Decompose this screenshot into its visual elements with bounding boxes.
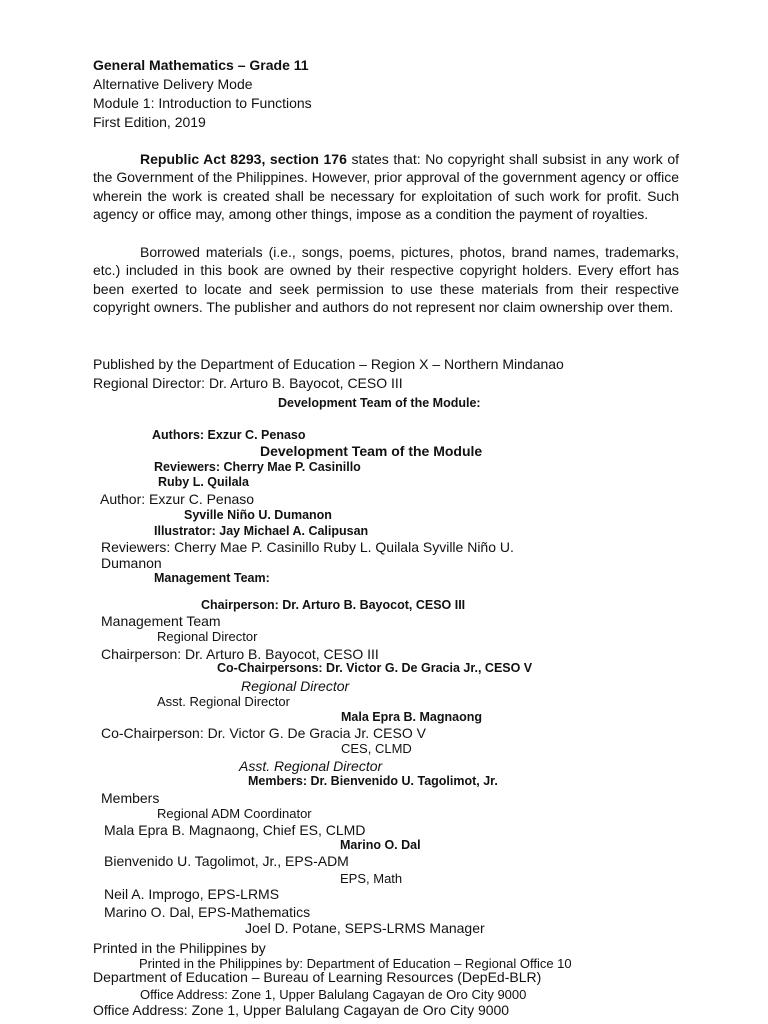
adm-coordinator-caption: Regional ADM Coordinator	[157, 806, 312, 821]
reviewers-line: Reviewers: Cherry Mae P. Casinillo Ruby L. Quilala Syville Niño U.	[101, 539, 514, 555]
members-small: Members: Dr. Bienvenido U. Tagolimot, Jr.	[248, 774, 498, 788]
office-address-small: Office Address: Zone 1, Upper Balulang Cagayan de Oro City 9000	[140, 987, 527, 1002]
illustrator-small: Illustrator: Jay Michael A. Calipusan	[154, 524, 369, 538]
co-chairperson-line: Co-Chairperson: Dr. Victor G. De Gracia Jr. CESO V	[101, 725, 426, 741]
asst-regional-director-italic: Asst. Regional Director	[239, 758, 383, 774]
reviewer-syville-small: Syville Niño U. Dumanon	[184, 508, 332, 522]
borrowed-materials-paragraph: Borrowed materials (i.e., songs, poems, pictures, photos, brand names, trademarks, etc.) included in this book are owned by their respective copyright holders. Every effort has been exerted to locate and seek permission to use these materials from their respective copyright owners. The publisher and authors do not represent nor claim ownership over them.	[93, 244, 679, 315]
reviewer-ruby-small: Ruby L. Quilala	[158, 475, 249, 489]
author-line: Author: Exzur C. Penaso	[100, 491, 255, 507]
ces-clmd-caption: CES, CLMD	[341, 741, 412, 756]
deped-blr-line: Department of Education – Bureau of Learning Resources (DepEd-BLR)	[93, 969, 542, 985]
regional-director-italic: Regional Director	[241, 678, 350, 694]
regional-director-caption: Regional Director	[157, 629, 258, 644]
module-subject-title: General Mathematics – Grade 11	[93, 57, 309, 73]
management-team-heading-small: Management Team:	[154, 571, 270, 585]
mala-small: Mala Epra B. Magnaong	[341, 710, 482, 724]
authors-small: Authors: Exzur C. Penaso	[152, 428, 306, 442]
printed-by-line: Printed in the Philippines by	[93, 940, 266, 956]
member-marino: Marino O. Dal, EPS-Mathematics	[104, 904, 311, 920]
co-chairpersons-small: Co-Chairpersons: Dr. Victor G. De Gracia Jr., CESO V	[217, 661, 533, 675]
marino-small: Marino O. Dal	[340, 838, 421, 852]
chairperson-line: Chairperson: Dr. Arturo B. Bayocot, CESO III	[101, 646, 379, 662]
members-heading: Members	[101, 790, 160, 806]
copyright-paragraph	[93, 150, 679, 223]
edition: First Edition, 2019	[93, 114, 206, 130]
copyright-statement: states that: No copyright shall subsist in any work of the Government of the Philippines. However, prior approval of the government agency or office wherein the work is created shall be necessary for exploitation of such work for profit. Such agency or office may, among other things, impose as a condition the payment of royalties.	[93, 151, 679, 222]
dev-team-heading-small: Development Team of the Module:	[278, 396, 481, 410]
eps-math-caption: EPS, Math	[340, 871, 403, 886]
asst-regional-director-caption: Asst. Regional Director	[157, 694, 290, 709]
module-title: Module 1: Introduction to Functions	[93, 95, 312, 111]
delivery-mode: Alternative Delivery Mode	[93, 76, 253, 92]
printed-by-small: Printed in the Philippines by: Department of Education – Regional Office 10	[139, 956, 572, 971]
member-joel: Joel D. Potane, SEPS-LRMS Manager	[245, 920, 485, 936]
management-team-heading: Management Team	[101, 613, 221, 629]
reviewers-small: Reviewers: Cherry Mae P. Casinillo	[154, 460, 361, 474]
member-bienvenido: Bienvenido U. Tagolimot, Jr., EPS-ADM	[104, 853, 349, 869]
publisher-line: Published by the Department of Education – Region X – Northern Mindanao	[93, 356, 564, 372]
member-mala: Mala Epra B. Magnaong, Chief ES, CLMD	[104, 822, 366, 838]
reviewers-line-continued: Dumanon	[101, 555, 162, 571]
dev-team-heading-large: Development Team of the Module	[260, 443, 483, 459]
office-address-line: Office Address: Zone 1, Upper Balulang Cagayan de Oro City 9000	[93, 1002, 510, 1018]
regional-director-line: Regional Director: Dr. Arturo B. Bayocot, CESO III	[93, 375, 403, 391]
chairperson-small: Chairperson: Dr. Arturo B. Bayocot, CESO III	[201, 598, 466, 612]
republic-act-reference: Republic Act 8293, section 176	[140, 151, 347, 167]
member-neil: Neil A. Improgo, EPS-LRMS	[104, 886, 280, 902]
